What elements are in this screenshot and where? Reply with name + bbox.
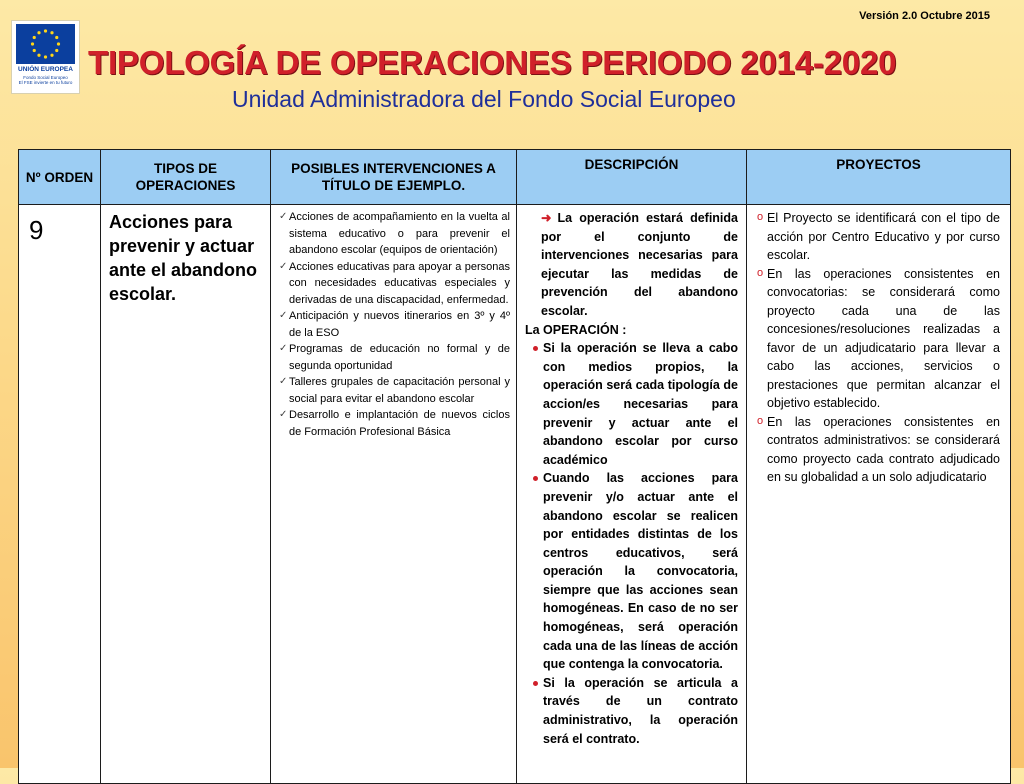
row-number: 9 — [29, 215, 44, 245]
header-proyectos: PROYECTOS — [747, 150, 1011, 205]
logo-line-2 — [12, 75, 79, 85]
flag-star-icon — [31, 42, 34, 45]
list-item: Cuando las acciones para prevenir y/o actuar ante el abandono escolar se realicen por entidades distintas de los centros educativos, será operación la convocatoria, siempre que las acciones sean homogéneas. En caso de no ser homogéneas, será operación cada una de las líneas de acción que contenga la convocatoria. — [533, 469, 738, 674]
list-item: ✓ Desarrollo e implantación de nuevos ciclos de Formación Profesional Básica — [279, 407, 510, 440]
flag-star-icon — [57, 42, 60, 45]
arrow-right-icon: ➜ — [541, 211, 552, 225]
list-item: ✓ Acciones de acompañamiento en la vuelta al sistema educativo o para prevenir el abandono escolar (equipos de orientación) — [279, 209, 510, 259]
logo-line-3-text: El FSE invierte en tu futuro — [18, 80, 73, 85]
flag-star-icon — [44, 29, 47, 32]
flag-star-icon — [50, 31, 53, 34]
cell-number — [19, 205, 101, 784]
list-item: ✓ Acciones educativas para apoyar a personas con necesidades educativas especiales y derivadas de una discapacidad, enfermedad. — [279, 259, 510, 309]
operation-type: Acciones para prevenir y actuar ante el abandono escolar. — [109, 212, 258, 304]
flag-star-icon — [37, 31, 40, 34]
description-bullets — [533, 339, 738, 748]
list-item: o En las operaciones consistentes en contratos administrativos: se considerará como proyecto cada contrato adjudicado en su globalidad a un solo adjudicatario — [757, 413, 1000, 487]
table-row — [19, 205, 1011, 784]
description-block — [525, 209, 738, 748]
flag-star-icon — [44, 55, 47, 58]
flag-star-icon — [33, 49, 36, 52]
flag-star-icon — [50, 54, 53, 57]
page-subtitle: Unidad Administradora del Fondo Social Europeo — [232, 86, 736, 112]
eu-logo — [11, 20, 80, 94]
header-orden: Nº ORDEN — [19, 150, 101, 205]
list-item: ✓ Talleres grupales de capacitación personal y social para evitar el abandono escolar — [279, 374, 510, 407]
description-lead-text: La operación estará definida por el conjunto de intervenciones necesarias para ejecutar las medidas de prevención del abandono escolar. — [541, 211, 738, 318]
table-header-row — [19, 150, 1011, 205]
flag-star-icon — [55, 36, 58, 39]
page-title: TIPOLOGÍA DE OPERACIONES PERIODO 2014-2020 — [88, 44, 897, 81]
list-item: o El Proyecto se identificará con el tipo de acción por Centro Educativo y por curso escolar. — [757, 209, 1000, 265]
list-item: ✓ Anticipación y nuevos itinerarios en 3º y 4º de la ESO — [279, 308, 510, 341]
flag-star-icon — [37, 54, 40, 57]
description-lead — [533, 209, 738, 321]
logo-line-1: UNIÓN EUROPEA — [18, 66, 73, 73]
logo-line-2-text: Fondo Social Europeo — [23, 75, 68, 80]
list-item: Si la operación se lleva a cabo con medios propios, la operación será cada tipología de accion/es necesarias para prevenir y actuar ante el abandono escolar por curso académico — [533, 339, 738, 469]
header-intervenciones: POSIBLES INTERVENCIONES A TÍTULO DE EJEMPLO. — [271, 150, 517, 205]
interventions-list — [279, 209, 510, 440]
description-heading: La OPERACIÓN : — [525, 322, 627, 337]
flag-star-icon — [55, 49, 58, 52]
operations-table — [18, 149, 1011, 784]
cell-description — [517, 205, 747, 784]
projects-list — [757, 209, 1000, 487]
list-item: Si la operación se articula a través de un contrato administrativo, la operación será el contrato. — [533, 674, 738, 748]
cell-projects — [747, 205, 1011, 784]
cell-interventions — [271, 205, 517, 784]
eu-flag-icon — [16, 24, 75, 64]
cell-type — [101, 205, 271, 784]
header-tipos: TIPOS DE OPERACIONES — [101, 150, 271, 205]
header-descripcion: DESCRIPCIÓN — [517, 150, 747, 205]
flag-star-icon — [33, 36, 36, 39]
list-item: ✓ Programas de educación no formal y de segunda oportunidad — [279, 341, 510, 374]
list-item: o En las operaciones consistentes en convocatorias: se considerará como proyecto cada una de las concesiones/resoluciones realizadas a favor de un adjudicatario para llevar a cabo las acciones, servicios o prestaciones que permitan alcanzar el objetivo establecido. — [757, 265, 1000, 413]
version-label: Versión 2.0 Octubre 2015 — [859, 10, 990, 22]
